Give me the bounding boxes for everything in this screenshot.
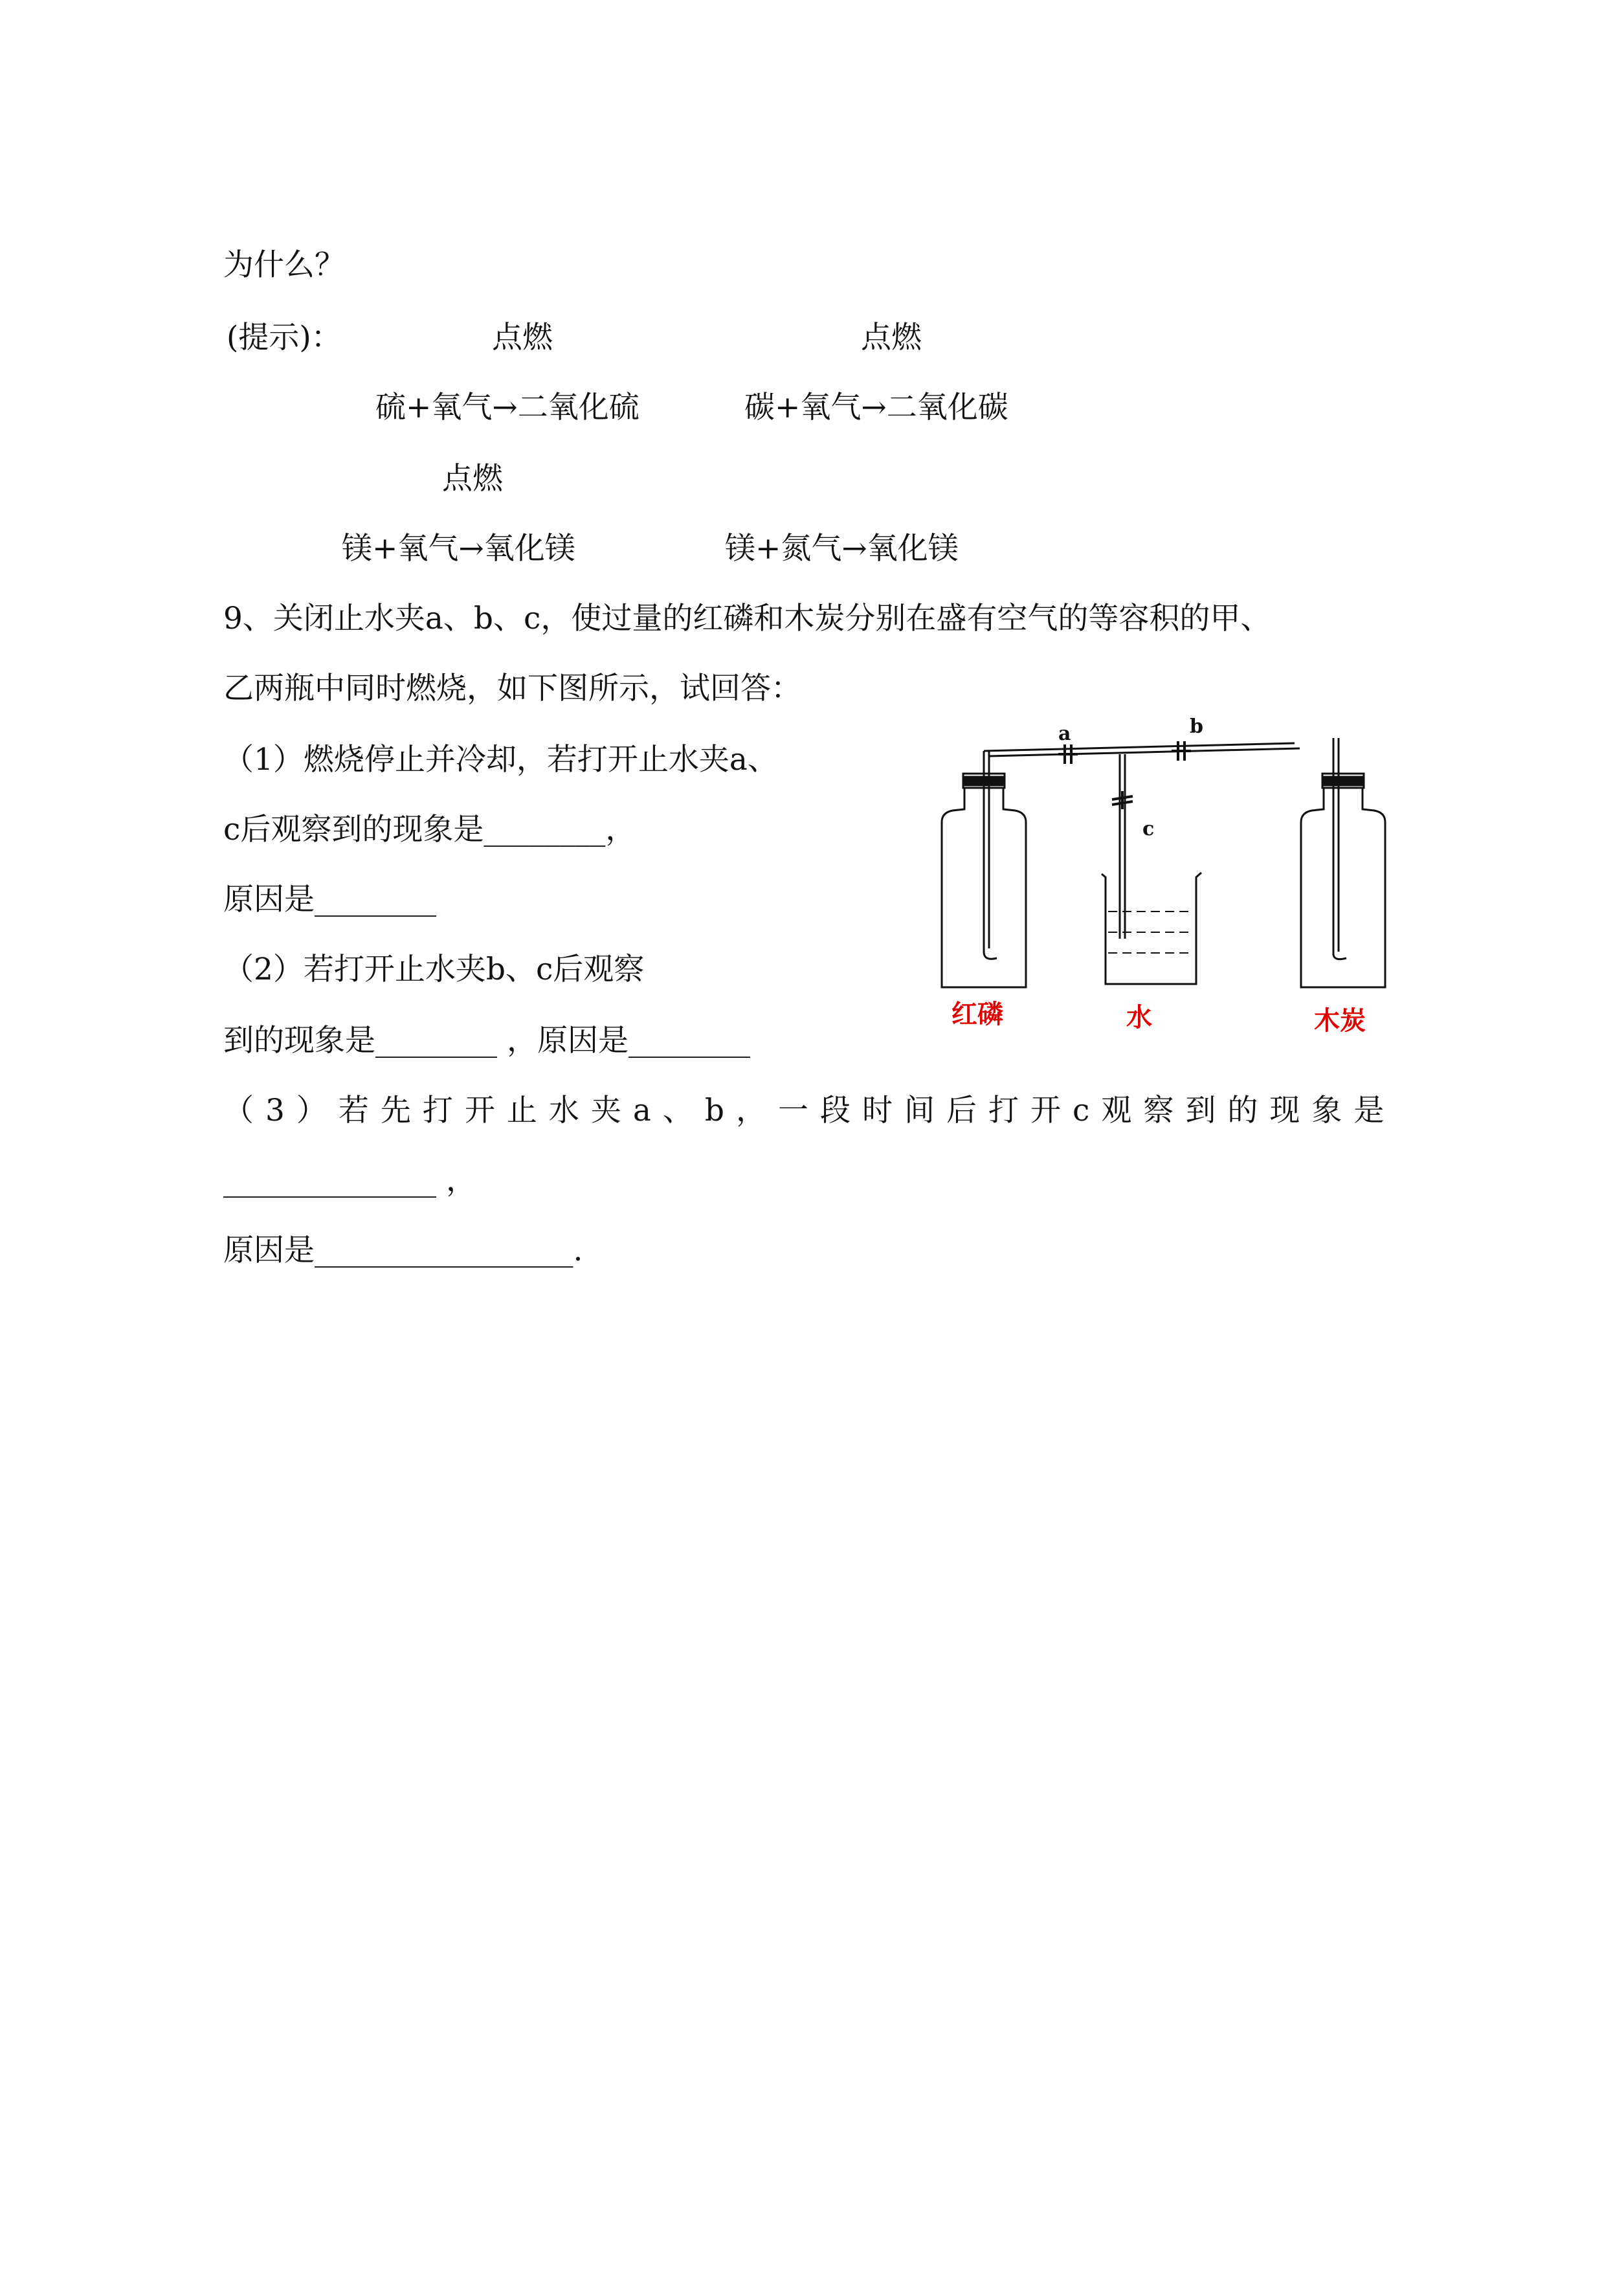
- experiment-apparatus-diagram: [932, 715, 1398, 1036]
- equation-magnesium-nitrogen: 镁+氮气→氧化镁: [725, 531, 959, 566]
- right-inner-tube: [1333, 738, 1346, 959]
- part-1-line-3: 原因是________: [223, 882, 436, 917]
- part-3-line-2: ______________ ，: [223, 1163, 476, 1198]
- label-charcoal: 木炭: [1314, 1006, 1366, 1036]
- clip-a-label: a: [1058, 722, 1071, 745]
- equation-carbon: 碳+氧气→二氧化碳: [744, 390, 1008, 425]
- right-bottle: [1301, 787, 1385, 987]
- part-2-line-2: 到的现象是________ ，原因是________: [223, 1023, 750, 1058]
- label-red-phosphorus: 红磷: [951, 1000, 1003, 1029]
- label-water: 水: [1126, 1003, 1152, 1033]
- beaker: [1102, 873, 1201, 984]
- clip-c: [1112, 791, 1133, 809]
- part-3-line-1: （3）若先打开止水夹a、b，一段时间后打开c观察到的现象是: [223, 1093, 1396, 1128]
- question-9-line-1: 9、关闭止水夹a、b、c，使过量的红磷和木炭分别在盛有空气的等容积的甲、: [223, 601, 1271, 636]
- equation-sulfur: 硫+氧气→二氧化硫: [375, 390, 640, 425]
- part-1-line-2: c后观察到的现象是________，: [223, 812, 636, 847]
- part-3-line-3: 原因是_________________.: [223, 1233, 583, 1268]
- reaction-condition-2: 点燃: [861, 320, 922, 355]
- hint-label: (提示)：: [227, 320, 342, 355]
- equation-magnesium-oxygen: 镁+氧气→氧化镁: [342, 531, 575, 566]
- clip-c-label: c: [1142, 818, 1155, 840]
- part-2-line-1: （2）若打开止水夹b、c后观察: [223, 952, 645, 987]
- reaction-condition-3: 点燃: [442, 461, 503, 497]
- part-1-line-1: （1）燃烧停止并冷却，若打开止水夹a、: [223, 742, 778, 777]
- clip-a: [1058, 744, 1078, 764]
- question-9-line-2: 乙两瓶中同时燃烧，如下图所示，试回答：: [223, 671, 801, 706]
- reaction-condition-1: 点燃: [492, 320, 553, 355]
- clip-b-label: b: [1190, 715, 1203, 738]
- why-question: 为什么？: [223, 247, 345, 283]
- clip-b: [1172, 741, 1191, 761]
